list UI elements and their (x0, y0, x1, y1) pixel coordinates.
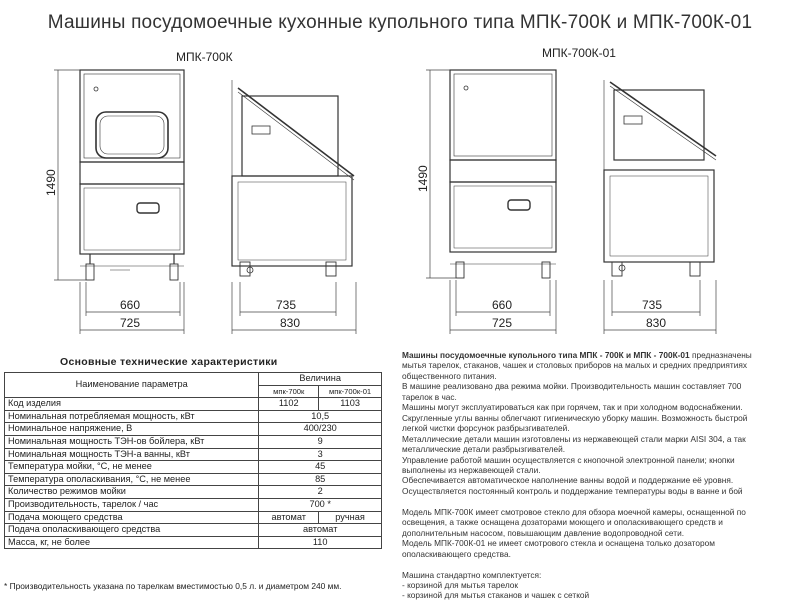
value-cell: 400/230 (259, 423, 382, 436)
value-cell: 3 (259, 448, 382, 461)
param-cell: Подача ополаскивающего средства (5, 524, 259, 537)
spec-footnote: * Производительность указана по тарелкам вместимостью 0,5 л. и диаметром 240 мм. (4, 581, 342, 591)
description-line: мытья тарелок, стаканов, чашек и столовых приборов на малых и средних предприятиях (402, 360, 747, 371)
value-cell: 10,5 (259, 410, 382, 423)
description-line: ополаскивающего средства. (402, 548, 511, 559)
description-line: Осуществляется постоянный контроль и поддержание температуры воды в ванне и бой (402, 485, 743, 496)
value-cell-b: ручная (319, 511, 382, 524)
table-row (5, 461, 382, 474)
description-line: Модель МПК-700К имеет смотровое стекло для обзора моечной камеры, оснащенной по (402, 506, 746, 517)
header-col-b: мпк-700к-01 (319, 385, 382, 398)
value-cell-b: 1103 (319, 398, 382, 411)
left-front-view (80, 70, 184, 280)
table-row (5, 473, 382, 486)
param-cell: Номинальная мощность ТЭН-ов бойлера, кВт (5, 435, 259, 448)
table-row (5, 524, 382, 537)
table-row (5, 536, 382, 549)
left-front-inner-dimension: 660 (120, 298, 141, 312)
param-cell: Код изделия (5, 398, 259, 411)
model-label-left: МПК-700К (176, 50, 233, 64)
left-side-inner-dimension: 735 (276, 298, 297, 312)
description-line: Обеспечивается автоматическое наполнение ванны водой и поддержание её уровня. (402, 475, 734, 486)
description-text (402, 350, 800, 601)
table-row (5, 435, 382, 448)
right-front-view (450, 70, 556, 278)
table-row (5, 423, 382, 436)
value-cell-a: автомат (259, 511, 319, 524)
description-line: Модель МПК-700К-01 не имеет смотрового стекла и оснащена только дозатором (402, 538, 715, 549)
param-cell: Производительность, тарелок / час (5, 498, 259, 511)
param-cell: Номинальная мощность ТЭН-а ванны, кВт (5, 448, 259, 461)
right-front-outer-dimension: 725 (492, 316, 513, 330)
value-cell: 700 * (259, 498, 382, 511)
description-line: Скругленные углы ванны облегчают гигиеническую уборку машин. Возможность быстрой (402, 412, 748, 423)
value-cell: автомат (259, 524, 382, 537)
description-line: - корзиной для мытья стаканов и чашек с сеткой (402, 590, 590, 601)
spec-table (4, 372, 382, 549)
table-row (5, 410, 382, 423)
value-cell: 9 (259, 435, 382, 448)
table-row (5, 398, 382, 411)
header-col-a: мпк-700к (259, 385, 319, 398)
description-line: Машина стандартно комплектуется: (402, 569, 542, 580)
description-line (402, 496, 800, 506)
param-cell: Подача моющего средства (5, 511, 259, 524)
description-line: металлические детали разбрызгивателей. (402, 444, 566, 455)
page-title: Машины посудомоечные кухонные купольного типа МПК-700К и МПК-700К-01 (47, 12, 753, 33)
value-cell: 85 (259, 473, 382, 486)
description-line (402, 559, 800, 569)
param-cell: Номинальное напряжение, В (5, 423, 259, 436)
param-cell: Количество режимов мойки (5, 486, 259, 499)
right-side-view (604, 80, 716, 276)
left-side-outer-dimension: 830 (280, 316, 301, 330)
description-line: предназначены (689, 350, 752, 360)
description-line: освещения, а также оснащена дозаторами моющего и ополаскивающего средств и (402, 517, 723, 528)
param-cell: Номинальная потребляемая мощность, кВт (5, 410, 259, 423)
description-line: Машины могут эксплуатироваться как при горячем, так и при холодном водоснабжении. (402, 402, 743, 413)
param-cell: Масса, кг, не более (5, 536, 259, 549)
description-line: Металлические детали машин изготовлены из нержавеющей стали марки AISI 304, а так (402, 433, 746, 444)
value-cell: 2 (259, 486, 382, 499)
table-row (5, 498, 382, 511)
param-cell: Температура ополаскивания, °С, не менее (5, 473, 259, 486)
description-line: В машине реализовано два режима мойки. Производительность машин составляет 700 (402, 381, 742, 392)
left-front-outer-dimension: 725 (120, 316, 141, 330)
value-cell: 45 (259, 461, 382, 474)
right-side-inner-dimension: 735 (642, 298, 663, 312)
left-side-view (232, 80, 354, 276)
description-line: общественного питания. (402, 370, 497, 381)
right-side-outer-dimension: 830 (646, 316, 667, 330)
param-cell: Температура мойки, °С, не менее (5, 461, 259, 474)
header-param: Наименование параметра (5, 373, 259, 398)
value-cell-a: 1102 (259, 398, 319, 411)
spec-table-title: Основные технические характеристики (60, 356, 278, 368)
right-front-inner-dimension: 660 (492, 298, 513, 312)
value-cell: 110 (259, 536, 382, 549)
description-line: дополнительным насосом, повышающим давление водопроводной сети. (402, 527, 685, 538)
description-line: тарелок в час. (402, 391, 457, 402)
description-line: легкой чистки форсунок разбрызгивателей. (402, 423, 570, 434)
description-first-line (402, 350, 800, 360)
table-row (5, 486, 382, 499)
header-value: Величина (259, 373, 382, 386)
description-lead: Машины посудомоечные купольного типа МПК - 700К и МПК - 700К-01 (402, 350, 690, 360)
model-label-right: МПК-700К-01 (542, 46, 616, 60)
description-line: - корзиной для мытья тарелок (402, 579, 519, 590)
description-line: Управление работой машин осуществляется с кнопочной электронной панели; кнопки (402, 454, 735, 465)
right-height-dimension: 1490 (416, 165, 430, 192)
table-row (5, 511, 382, 524)
description-line: выполнены из нержавеющей стали. (402, 464, 541, 475)
table-row (5, 448, 382, 461)
left-height-dimension: 1490 (44, 169, 58, 196)
